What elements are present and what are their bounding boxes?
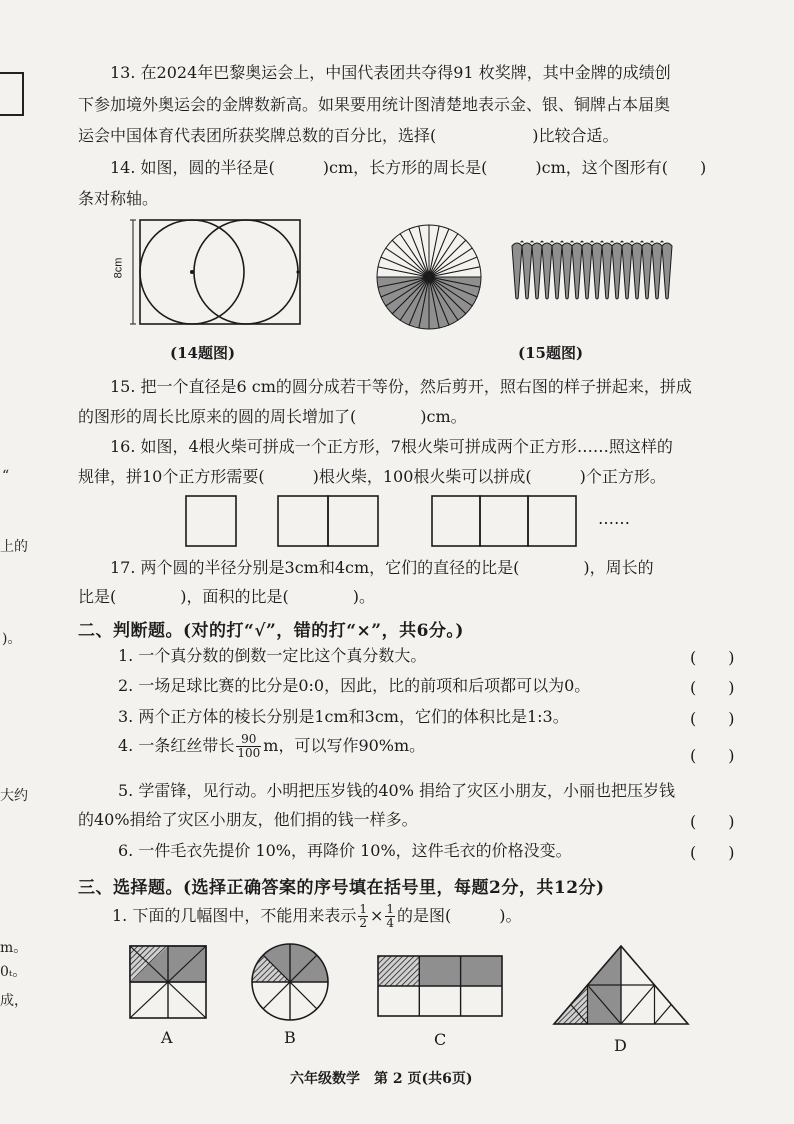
strip-sector-down xyxy=(632,243,642,299)
strip-sector-up xyxy=(631,241,633,242)
section-2-title: 二、判断题。(对的打“√”，错的打“×”，共6分。) xyxy=(78,621,464,641)
half-numerator: 1 xyxy=(359,902,367,916)
judge-item-1: 1. 一个真分数的倒数一定比这个真分数大。 xyxy=(118,646,427,665)
option-a-figure xyxy=(128,944,208,1020)
left-edge-text-2: 上的 xyxy=(0,539,28,555)
left-edge-text-1: “ xyxy=(2,468,10,484)
judge-item-6: 6. 一件毛衣先提价 10%，再降价 10%，这件毛衣的价格没变。 xyxy=(118,841,572,860)
choice-q1-suffix: 的是图( )。 xyxy=(397,906,522,925)
judge-item-5-line-1: 5. 学雷锋，见行动。小明把压岁钱的40% 捐给了灾区小朋友，小丽也把压岁钱 xyxy=(118,781,676,800)
strip-sector-down xyxy=(652,243,662,299)
option-b-label: B xyxy=(284,1028,296,1047)
q17-line-2: 比是( )，面积的比是( )。 xyxy=(78,587,375,606)
q14-figure xyxy=(128,212,308,332)
option-c-label: C xyxy=(434,1030,447,1049)
half-denominator: 2 xyxy=(359,916,367,930)
strip-sector-up xyxy=(621,241,623,242)
fraction-denominator: 100 xyxy=(237,746,261,760)
section-3-title: 三、选择题。(选择正确答案的序号填在括号里，每题2分，共12分) xyxy=(78,878,605,898)
margin-box xyxy=(0,72,24,116)
q14-caption: (14题图) xyxy=(170,344,236,362)
judge-item-3: 3. 两个正方体的棱长分别是1cm和3cm，它们的体积比是1:3。 xyxy=(118,707,569,726)
quarter-numerator: 1 xyxy=(386,902,395,916)
q14-figure-label: 8cm xyxy=(112,257,125,279)
q15-line-1: 15. 把一个直径是6 cm的圆分成若干等份，然后剪开，照右图的样子拼起来，拼成 xyxy=(110,377,692,396)
judge-item-4 xyxy=(118,733,425,760)
fraction-numerator: 90 xyxy=(236,733,261,747)
q15-circle-figure xyxy=(374,222,484,332)
judge-answer-5[interactable]: ( ) xyxy=(690,812,735,831)
strip-sector-down xyxy=(592,243,602,299)
strip-sector-up xyxy=(641,241,643,242)
strip-sector-up xyxy=(541,241,543,242)
judge-answer-2[interactable]: ( ) xyxy=(690,678,735,697)
strip-sector-down xyxy=(532,243,542,299)
judge-answer-6[interactable]: ( ) xyxy=(690,843,735,862)
strip-sector-down xyxy=(642,243,652,299)
strip-sector-up xyxy=(521,241,523,242)
q15-rearranged-figure xyxy=(504,236,674,302)
judge-answer-1[interactable]: ( ) xyxy=(690,648,735,667)
page-footer: 六年级数学 第 2 页(共6页) xyxy=(290,1071,473,1087)
fraction-one-half xyxy=(358,903,368,930)
strip-sector-down xyxy=(612,243,622,299)
strip-sector-down xyxy=(512,243,522,299)
option-c-figure xyxy=(376,954,504,1018)
strip-sector-up xyxy=(581,241,583,242)
q13-line-1: 13. 在2024年巴黎奥运会上，中国代表团共夺得91 枚奖牌，其中金牌的成绩创 xyxy=(110,63,671,82)
circle-center xyxy=(424,272,434,282)
strip-sector-down xyxy=(562,243,572,299)
left-edge-text-4: 大约 xyxy=(0,788,28,804)
strip-sector-up xyxy=(601,241,603,242)
strip-sector-up xyxy=(651,241,653,242)
strip-sector-down xyxy=(542,243,552,299)
strip-sector-up xyxy=(531,241,533,242)
strip-sector-down xyxy=(602,243,612,299)
q16-line-2: 规律，拼10个正方形需要( )根火柴，100根火柴可以拼成( )个正方形。 xyxy=(78,467,666,486)
judge-item-2: 2. 一场足球比赛的比分是0:0，因此，比的前项和后项都可以为0。 xyxy=(118,676,591,695)
q15-caption: (15题图) xyxy=(518,344,584,362)
judge-answer-4[interactable]: ( ) xyxy=(690,746,735,765)
choice-q1 xyxy=(112,903,522,930)
strip-sector-down xyxy=(662,243,672,299)
q17-line-1: 17. 两个圆的半径分别是3cm和4cm，它们的直径的比是( )，周长的 xyxy=(110,558,654,577)
choice-q1-prefix: 1. 下面的几幅图中，不能用来表示 xyxy=(112,906,357,925)
judge-item-5-line-2: 的40%捐给了灾区小朋友，他们捐的钱一样多。 xyxy=(78,810,418,829)
q16-line-1: 16. 如图，4根火柴可拼成一个正方形，7根火柴可拼成两个正方形……照这样的 xyxy=(110,437,673,456)
option-d-label: D xyxy=(614,1036,627,1055)
q13-line-3: 运会中国体育代表团所获奖牌总数的百分比，选择( )比较合适。 xyxy=(78,126,619,145)
strip-sector-up xyxy=(591,241,593,242)
judge-answer-3[interactable]: ( ) xyxy=(690,709,735,728)
times-sign: × xyxy=(370,906,384,925)
ribbon-length-fraction xyxy=(236,733,261,760)
option-d-figure xyxy=(552,944,690,1028)
strip-sector-down xyxy=(622,243,632,299)
left-edge-text-3: )。 xyxy=(2,631,22,647)
strip-sector-up xyxy=(561,241,563,242)
left-edge-text-7: 成， xyxy=(0,993,28,1009)
left-edge-text-6: 0ₜ。 xyxy=(0,964,27,980)
q16-ellipsis: …… xyxy=(598,509,630,528)
judge-item-4-suffix: m，可以写作90%m。 xyxy=(263,736,426,755)
strip-sector-down xyxy=(522,243,532,299)
strip-sector-up xyxy=(571,241,573,242)
q14-line-2: 条对称轴。 xyxy=(78,189,159,208)
fraction-one-quarter xyxy=(385,903,395,930)
left-edge-text-5: m。 xyxy=(0,940,28,956)
strip-sector-down xyxy=(582,243,592,299)
strip-sector-down xyxy=(572,243,582,299)
q13-line-2: 下参加境外奥运会的金牌数新高。如果要用统计图清楚地表示金、银、铜牌占本届奥 xyxy=(78,95,671,114)
q16-matchstick-figure xyxy=(184,494,584,550)
option-a-label: A xyxy=(161,1028,173,1047)
quarter-denominator: 4 xyxy=(386,916,395,930)
strip-sector-up xyxy=(661,241,663,242)
q14-line-1: 14. 如图，圆的半径是( )cm，长方形的周长是( )cm，这个图形有( ) xyxy=(110,158,707,177)
judge-item-4-prefix: 4. 一条红丝带长 xyxy=(118,736,235,755)
strip-sector-up xyxy=(551,241,553,242)
strip-sector-down xyxy=(552,243,562,299)
q15-line-2: 的图形的周长比原来的圆的周长增加了( )cm。 xyxy=(78,407,467,426)
option-b-figure xyxy=(250,942,330,1022)
strip-sector-up xyxy=(611,241,613,242)
